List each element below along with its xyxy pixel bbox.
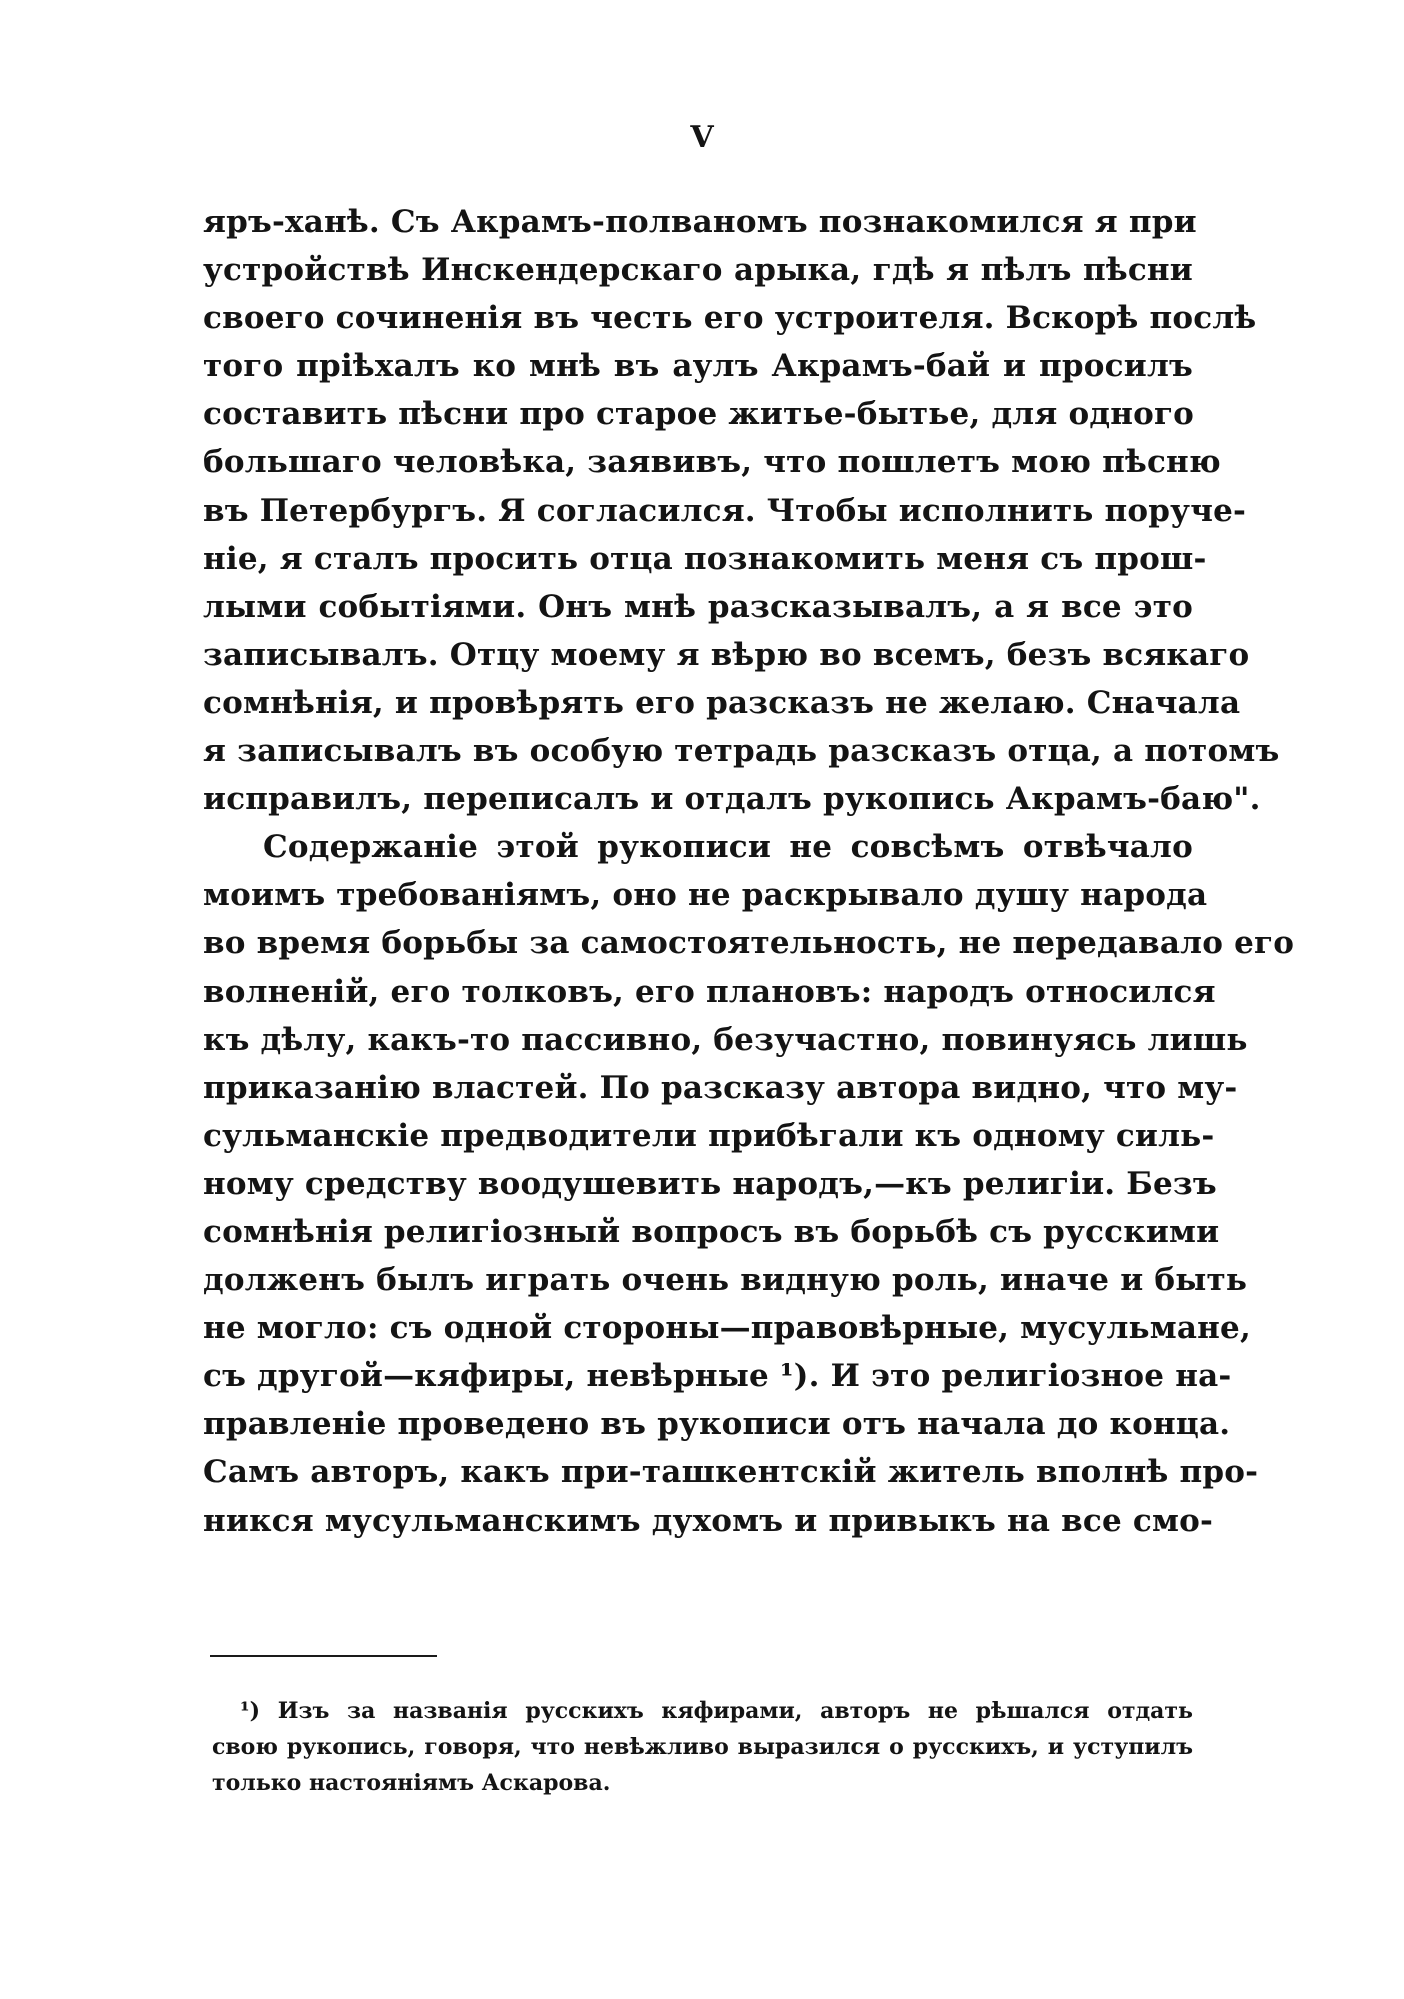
text-line: ніе, я сталъ просить отца познакомить меня съ прош- — [203, 540, 1207, 577]
text-line: сульманскіе предводители прибѣгали къ одному силь- — [203, 1117, 1215, 1154]
text-line: не могло: съ одной стороны—правовѣрные, мусульмане, — [203, 1310, 1251, 1347]
text-line: сомнѣнія религіозный вопросъ въ борьбѣ съ русскими — [203, 1213, 1220, 1250]
text-line: записывалъ. Отцу моему я вѣрю во всемъ, безъ всякаго — [203, 636, 1250, 673]
text-line: Самъ авторъ, какъ при-ташкентскій житель вполнѣ про- — [203, 1454, 1259, 1491]
footnote-line: только настояніямъ Аскарова. — [212, 1770, 611, 1796]
text-line: ному средству воодушевить народъ,—къ религіи. Безъ — [203, 1165, 1217, 1202]
text-line: къ дѣлу, какъ-то пассивно, безучастно, повинуясь лишь — [203, 1021, 1248, 1058]
text-line: сомнѣнія, и провѣрять его разсказъ не желаю. Сначала — [203, 684, 1241, 721]
text-line: волненій, его толковъ, его плановъ: народъ относился — [203, 973, 1216, 1010]
text-line: правленіе проведено въ рукописи отъ начала до конца. — [203, 1406, 1231, 1443]
text-line: никся мусульманскимъ духомъ и привыкъ на все смо- — [203, 1502, 1214, 1539]
text-line: долженъ былъ играть очень видную роль, иначе и быть — [203, 1262, 1248, 1299]
text-line: я записывалъ въ особую тетрадь разсказъ отца, а потомъ — [203, 733, 1280, 770]
page-number: V — [690, 120, 714, 155]
text-line: въ Петербургъ. Я согласился. Чтобы исполнить поруче- — [203, 492, 1247, 529]
footnote — [212, 1693, 1193, 1801]
body-text — [203, 198, 1295, 1545]
text-line: приказанію властей. По разсказу автора видно, что му- — [203, 1069, 1238, 1106]
paragraph-start-line: Содержаніе этой рукописи не совсѣмъ отвѣчало — [263, 829, 1193, 866]
text-line: лыми событіями. Онъ мнѣ разсказывалъ, а я все это — [203, 588, 1193, 625]
text-line: съ другой—кяфиры, невѣрные ¹). И это религіозное на- — [203, 1358, 1232, 1395]
text-line: яръ-ханѣ. Съ Акрамъ-полваномъ познакомился я при — [203, 204, 1197, 240]
text-line: моимъ требованіямъ, оно не раскрывало душу народа — [203, 877, 1208, 914]
text-line: во время борьбы за самостоятельность, не передавало его — [203, 925, 1295, 962]
text-line: большаго человѣка, заявивъ, что пошлетъ мою пѣсню — [203, 444, 1221, 481]
text-line: устройствѣ Инскендерскаго арыка, гдѣ я пѣлъ пѣсни — [203, 252, 1193, 289]
text-line: своего сочиненія въ честь его устроителя. Вскорѣ послѣ — [203, 300, 1257, 337]
text-line: составить пѣсни про старое житье-бытье, для одного — [203, 396, 1195, 433]
footnote-line: ¹) Изъ за названія русскихъ кяфирами, авторъ не рѣшался отдать — [240, 1698, 1193, 1724]
footnote-line: свою рукопись, говоря, что невѣжливо выразился о русскихъ, и уступилъ — [212, 1734, 1193, 1760]
text-line: того пріѣхалъ ко мнѣ въ аулъ Акрамъ-бай и просилъ — [203, 348, 1193, 385]
footnote-divider — [210, 1655, 437, 1657]
text-line: исправилъ, переписалъ и отдалъ рукопись Акрамъ-баю". — [203, 781, 1261, 818]
